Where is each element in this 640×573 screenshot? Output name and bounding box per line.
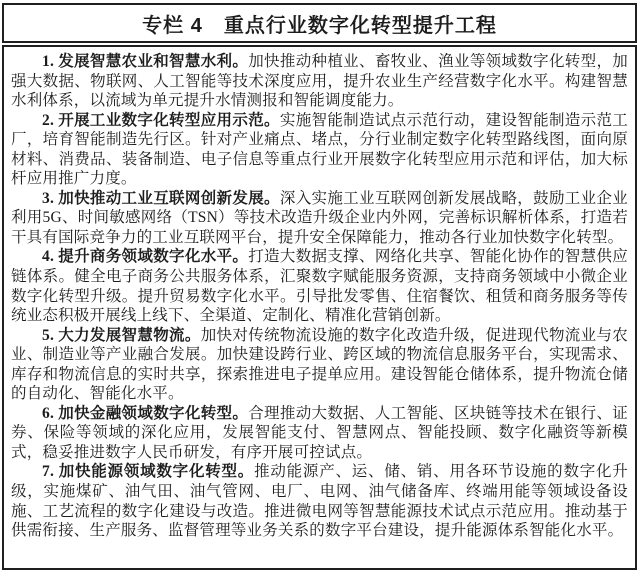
paragraph — [11, 404, 628, 463]
paragraph-lead: 加快推动工业互联网创新发展。 — [58, 189, 280, 207]
paragraph-number: 6. — [42, 404, 59, 422]
paragraph — [11, 52, 628, 111]
paragraph-text: 加快推动种植业、畜牧业、渔业等领域数字化转型，加强大数据、物联网、人工智能等技术深度应用，提升农业生产经营数字化水平。构建智慧水利体系，以流域为单元提升水情测报和智能调度能力。 — [11, 53, 628, 110]
paragraph-number: 3. — [42, 189, 59, 207]
paragraph-lead: 开展工业数字化转型应用示范。 — [58, 111, 280, 129]
column-body — [2, 45, 637, 570]
paragraph-lead: 加快能源领域数字化转型。 — [58, 463, 255, 481]
paragraph — [11, 326, 628, 404]
paragraph-number: 5. — [42, 326, 59, 344]
paragraph-number: 2. — [42, 111, 59, 129]
paragraph-lead: 加快金融领域数字化转型。 — [58, 404, 249, 422]
paragraph-text: 合理推动大数据、人工智能、区块链等技术在银行、证券、保险等领域的深化应用，发展智能支付、智慧网点、智能投顾、数字化融资等新模式，稳妥推进数字人民币研发，有序开展可控试点。 — [11, 404, 628, 461]
paragraph-text: 深入实施工业互联网创新发展战略，鼓励工业企业利用5G、时间敏感网络（TSN）等技术改造升级企业内外网，完善标识解析体系，打造若干具有国际竞争力的工业互联网平台，提升安全保障能力，推动各行业加快数字化转型。 — [11, 189, 628, 246]
paragraph-number: 7. — [42, 463, 59, 481]
paragraph-lead: 提升商务领域数字化水平。 — [58, 248, 249, 266]
column-title-box — [2, 3, 637, 43]
paragraph-text: 推动能源产、运、储、销、用各环节设施的数字化升级，实施煤矿、油气田、油气管网、电厂、电网、油气储备库、终端用能等领域设备设施、工艺流程的数字化建设与改造。推进微电网等智慧能源技术试点示范应用。推动基于供需衔接、生产服务、监督管理等业务关系的数字平台建设，提升能源体系智能化水平。 — [11, 463, 628, 540]
paragraph-text: 打造大数据支撑、网络化共享、智能化协作的智慧供应链体系。健全电子商务公共服务体系，汇聚数字赋能服务资源，支持商务领域中小微企业数字化转型升级。提升贸易数字化水平。引导批发零售、住宿餐饮、租赁和商务服务等传统业态积极开展线上线下、全渠道、定制化、精准化营销创新。 — [11, 248, 628, 325]
paragraph — [11, 111, 628, 189]
paragraph-lead: 发展智慧农业和智慧水利。 — [58, 53, 249, 70]
paragraph — [11, 462, 628, 540]
paragraph-text: 加快对传统物流设施的数字化改造升级，促进现代物流业与农业、制造业等产业融合发展。加快建设跨行业、跨区域的物流信息服务平台，实现需求、库存和物流信息的实时共享，探索推进电子提单应用。建设智能仓储体系，提升物流仓储的自动化、智能化水平。 — [11, 326, 628, 403]
paragraph-text: 实施智能制造试点示范行动，建设智能制造示范工厂，培育智能制造先行区。针对产业痛点、堵点，分行业制定数字化转型路线图，面向原材料、消费品、装备制造、电子信息等重点行业开展数字化转型应用示范和评估，加大标杆应用推广力度。 — [11, 111, 628, 188]
column-title: 专栏 4 重点行业数字化转型提升工程 — [142, 14, 497, 37]
paragraph — [11, 189, 628, 248]
paragraph — [11, 247, 628, 325]
paragraph-lead: 大力发展智慧物流。 — [58, 326, 201, 344]
paragraph-number: 1. — [42, 53, 59, 70]
paragraph-number: 4. — [42, 248, 59, 266]
